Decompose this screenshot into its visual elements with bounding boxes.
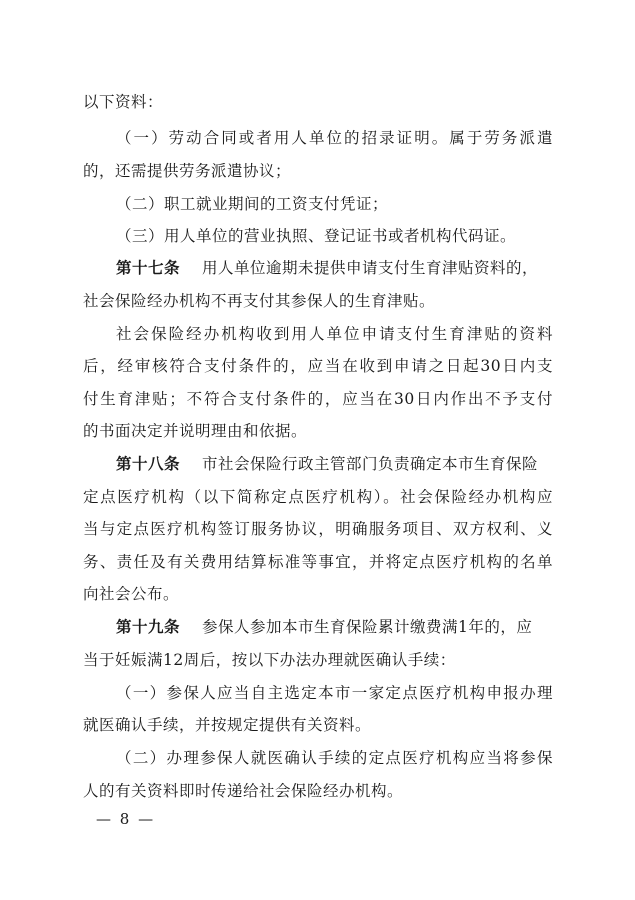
text-line: 社会保险经办机构不再支付其参保人的生育津贴。 (83, 292, 436, 310)
text-line: 当于妊娠满12周后，按以下办法办理就医确认手续： (83, 651, 456, 669)
text-line: 就医确认手续，并按规定提供有关资料。 (83, 716, 372, 734)
page-number: — 8 — (96, 810, 156, 828)
article-19-line (116, 617, 553, 637)
text-line: 社会保险经办机构收到用人单位申请支付生育津贴的资料 (116, 325, 553, 343)
article-18-line (116, 454, 553, 474)
text-line: 后，经审核符合支付条件的，应当在收到申请之日起30日内支 (83, 357, 553, 375)
article-17-heading: 第十七条 (116, 259, 181, 277)
text-line: 务、责任及有关费用结算标准等事宜，并将定点医疗机构的名单 (83, 553, 553, 571)
text-line: 人的有关资料即时传递给社会保险经办机构。 (83, 782, 404, 800)
text-line: （三）用人单位的营业执照、登记证书或者机构代码证。 (116, 227, 517, 245)
text-line: 的，还需提供劳务派遣协议； (83, 162, 292, 180)
text-line: 的书面决定并说明理由和依据。 (83, 422, 308, 440)
text-line: （二）办理参保人就医确认手续的定点医疗机构应当将参保 (116, 749, 553, 767)
article-19-heading: 第十九条 (116, 618, 181, 636)
text-line: （一）劳动合同或者用人单位的招录证明。属于劳务派遣 (116, 129, 553, 147)
article-18-heading: 第十八条 (116, 455, 181, 473)
text-line: （二）职工就业期间的工资支付凭证； (116, 195, 389, 213)
text-line: （一）参保人应当自主选定本市一家定点医疗机构申报办理 (116, 684, 553, 702)
text-line: 定点医疗机构（以下简称定点医疗机构）。社会保险经办机构应 (83, 488, 553, 506)
text-line: 用人单位逾期未提供申请支付生育津贴资料的， (202, 259, 539, 277)
text-line: 付生育津贴；不符合支付条件的，应当在30日内作出不予支付 (83, 390, 553, 408)
article-17-line (116, 258, 553, 278)
text-line: 市社会保险行政主管部门负责确定本市生育保险 (202, 455, 539, 473)
text-line: 向社会公布。 (83, 585, 180, 603)
text-line: 当与定点医疗机构签订服务协议，明确服务项目、双方权利、义 (83, 520, 553, 538)
text-line: 以下资料： (83, 93, 164, 111)
text-line: 参保人参加本市生育保险累计缴费满1年的，应 (202, 618, 533, 636)
